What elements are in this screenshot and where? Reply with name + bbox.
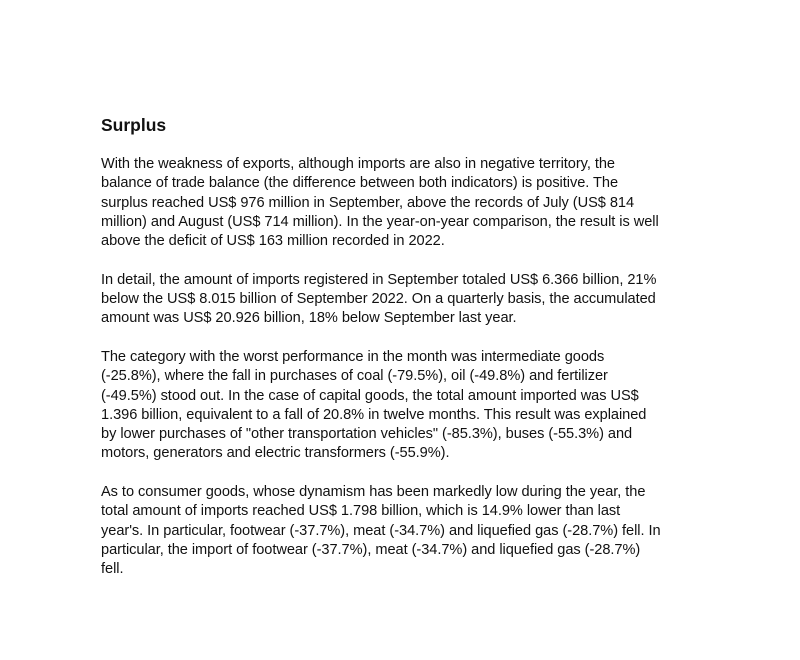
paragraph-imports-detail [101,271,701,329]
paragraph-trade-balance [101,155,701,251]
section-heading: Surplus [101,115,167,135]
text-line: particular, the import of footwear (-37.7%), meat (-34.7%) and liquefied gas (-28.7%) [101,541,641,558]
text-line: year's. In particular, footwear (-37.7%), meat (-34.7%) and liquefied gas (-28.7%) fell. In [101,522,661,539]
text-line: below the US$ 8.015 billion of September 2022. On a quarterly basis, the accumulated [101,291,656,308]
text-line: balance of trade balance (the difference between both indicators) is positive. The [101,175,619,192]
text-line: million) and August (US$ 714 million). In the year-on-year comparison, the result is well [101,213,659,230]
text-line: In detail, the amount of imports registered in September totaled US$ 6.366 billion, 21% [101,271,657,288]
text-line: The category with the worst performance in the month was intermediate goods [101,348,605,365]
paragraph-consumer-goods [101,483,701,579]
text-line: surplus reached US$ 976 million in September, above the records of July (US$ 814 [101,194,635,211]
text-line: above the deficit of US$ 163 million recorded in 2022. [101,233,445,250]
text-line: As to consumer goods, whose dynamism has been markedly low during the year, the [101,484,646,501]
text-line: fell. [101,561,124,578]
text-line: 1.396 billion, equivalent to a fall of 20.8% in twelve months. This result was explained [101,406,647,423]
text-line: total amount of imports reached US$ 1.798 billion, which is 14.9% lower than last [101,503,621,520]
text-line: (-25.8%), where the fall in purchases of coal (-79.5%), oil (-49.8%) and fertilizer [101,368,608,385]
text-line: amount was US$ 20.926 billion, 18% below September last year. [101,310,517,327]
document-page [101,112,701,599]
text-line: motors, generators and electric transformers (-55.9%). [101,445,450,462]
text-line: (-49.5%) stood out. In the case of capital goods, the total amount imported was US$ [101,387,639,404]
text-line: by lower purchases of "other transportation vehicles" (-85.3%), buses (-55.3%) and [101,426,633,443]
paragraph-categories [101,348,701,464]
text-line: With the weakness of exports, although imports are also in negative territory, the [101,156,615,172]
